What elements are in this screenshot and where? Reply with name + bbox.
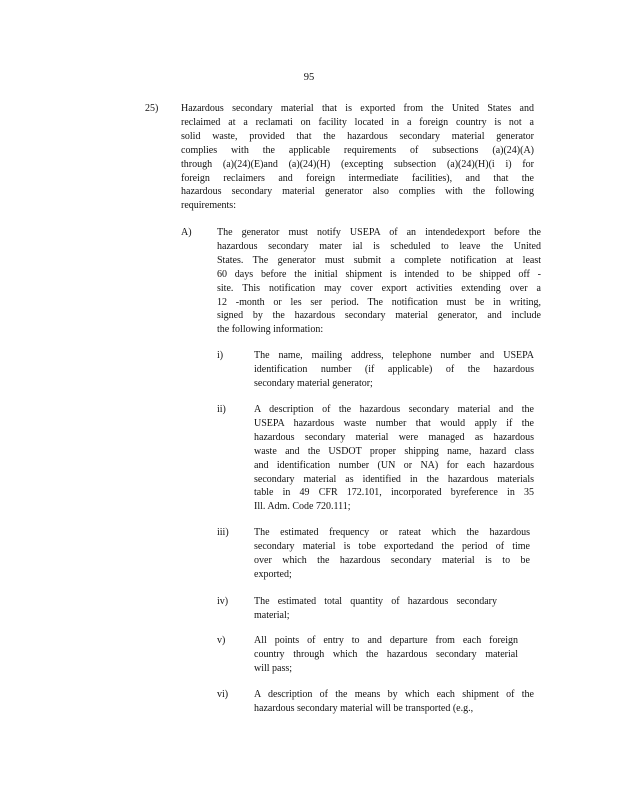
text-line: 12 -month or les ser period. The notification must be in writing, [217, 296, 541, 308]
text-line: Ill. Adm. Code 720.111; [254, 501, 351, 513]
point-label: i) [217, 350, 224, 361]
point-paragraph [254, 349, 534, 391]
text-line: signed by the hazardous secondary material generator, and include [217, 310, 541, 322]
text-line: through (a)(24)(E)and (a)(24)(H) (excepting subsection (a)(24)(H)(i i) for [181, 158, 534, 170]
text-line: complies with the applicable requirements of subsections (a)(24)(A) [181, 144, 534, 156]
text-line: material; [254, 609, 290, 621]
text-line: The generator must notify USEPA of an intendedexport before the [217, 227, 541, 238]
point-label: vi) [217, 689, 229, 700]
point-paragraph [254, 526, 530, 582]
item-paragraph [181, 102, 534, 213]
subitem-label: A) [181, 227, 192, 238]
subitem-paragraph [217, 226, 541, 337]
point-label: iv) [217, 596, 229, 607]
text-line: over which the hazardous secondary material is to be [254, 554, 530, 566]
point-paragraph [254, 403, 534, 514]
point-paragraph [254, 634, 518, 676]
text-line: requirements: [181, 200, 236, 212]
text-line: All points of entry to and departure from each foreign [254, 635, 518, 646]
item-label: 25) [145, 103, 159, 114]
text-line: hazardous secondary material generator also complies with the following [181, 186, 534, 198]
point-label: v) [217, 635, 226, 646]
text-line: The estimated frequency or rateat which the hazardous [254, 527, 530, 538]
text-line: the following information: [217, 324, 324, 336]
text-line: exported; [254, 568, 292, 580]
text-line: secondary material generator; [254, 377, 373, 389]
text-line: 60 days before the initial shipment is intended to be shipped off - [217, 268, 541, 280]
text-line: Hazardous secondary material that is exported from the United States and [181, 103, 534, 114]
point-label: ii) [217, 404, 226, 415]
text-line: will pass; [254, 662, 293, 674]
text-line: A description of the means by which each shipment of the [254, 689, 534, 700]
point-paragraph [254, 688, 534, 716]
page-number: 95 [303, 72, 315, 83]
text-line: secondary material is tobe exportedand the period of time [254, 540, 530, 552]
text-line: site. This notification may cover export activities extending over a [217, 282, 541, 294]
text-line: identification number (if applicable) of the hazardous [254, 363, 534, 375]
text-line: country through which the hazardous secondary material [254, 648, 518, 660]
text-line: table in 49 CFR 172.101, incorporated byreference in 35 [254, 487, 534, 499]
text-line: solid waste, provided that the hazardous secondary material generator [181, 130, 534, 142]
text-line: States. The generator must submit a complete notification at least [217, 254, 541, 266]
text-line: hazardous secondary mater ial is scheduled to leave the United [217, 240, 541, 252]
text-line: hazardous secondary material will be transported (e.g., [254, 702, 474, 714]
text-line: The estimated total quantity of hazardous secondary [254, 596, 497, 607]
text-line: and identification number (UN or NA) for each hazardous [254, 459, 534, 471]
text-line: hazardous secondary material were managed as hazardous [254, 431, 534, 443]
text-line: foreign reclaimers and foreign intermediate facilities), and that the [181, 172, 534, 184]
point-paragraph [254, 595, 497, 623]
text-line: waste and the USDOT proper shipping name, hazard class [254, 445, 534, 457]
text-line: The name, mailing address, telephone number and USEPA [254, 350, 534, 361]
text-line: USEPA hazardous waste number that would apply if the [254, 417, 534, 429]
text-line: secondary material as identified in the hazardous materials [254, 473, 534, 485]
text-line: A description of the hazardous secondary material and the [254, 404, 534, 415]
text-line: reclaimed at a reclamati on facility located in a foreign country is not a [181, 116, 534, 128]
point-label: iii) [217, 527, 229, 538]
